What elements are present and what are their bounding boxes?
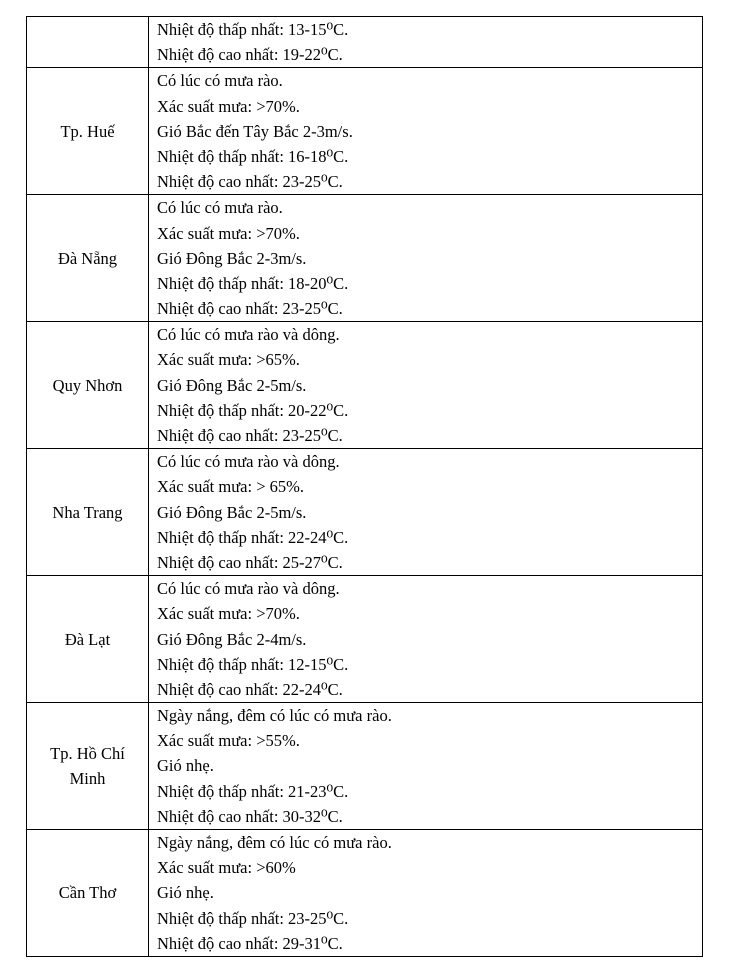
forecast-line: Có lúc có mưa rào và dông. <box>157 325 340 345</box>
forecast-line: Nhiệt độ cao nhất: 22-24⁰C. <box>157 679 343 699</box>
city-cell <box>27 830 149 957</box>
forecast-line: Gió Đông Bắc 2-3m/s. <box>157 248 307 268</box>
forecast-line: Xác suất mưa: >70%. <box>157 96 300 116</box>
forecast-cell <box>149 322 703 449</box>
forecast-line: Xác suất mưa: >70%. <box>157 604 300 624</box>
forecast-line: Nhiệt độ cao nhất: 23-25⁰C. <box>157 426 343 445</box>
table-row <box>27 449 703 576</box>
forecast-line: Nhiệt độ thấp nhất: 13-15⁰C. <box>157 20 349 39</box>
table-row <box>27 322 703 449</box>
forecast-line: Có lúc có mưa rào và dông. <box>157 452 340 472</box>
forecast-line: Xác suất mưa: >70%. <box>157 223 300 243</box>
forecast-cell <box>149 703 703 830</box>
forecast-line: Nhiệt độ cao nhất: 19-22⁰C. <box>157 45 343 65</box>
forecast-line: Nhiệt độ thấp nhất: 20-22⁰C. <box>157 400 349 420</box>
forecast-line: Gió Đông Bắc 2-4m/s. <box>157 629 307 649</box>
forecast-line: Nhiệt độ cao nhất: 29-31⁰C. <box>157 933 343 953</box>
city-name: Nha Trang <box>52 502 123 522</box>
table-row <box>27 576 703 703</box>
forecast-line: Có lúc có mưa rào và dông. <box>157 579 340 599</box>
forecast-line: Nhiệt độ thấp nhất: 21-23⁰C. <box>157 781 349 801</box>
forecast-cell <box>149 830 703 957</box>
forecast-line: Có lúc có mưa rào. <box>157 198 283 218</box>
forecast-line: Ngày nắng, đêm có lúc có mưa rào. <box>157 833 392 852</box>
forecast-cell <box>149 17 703 68</box>
forecast-cell <box>149 68 703 195</box>
city-name: Đà Lạt <box>64 629 111 649</box>
forecast-line: Xác suất mưa: >65%. <box>157 350 300 370</box>
forecast-line: Nhiệt độ thấp nhất: 12-15⁰C. <box>157 654 349 674</box>
forecast-cell <box>149 449 703 576</box>
table-row <box>27 17 703 68</box>
weather-forecast-table <box>26 16 703 957</box>
forecast-line: Nhiệt độ cao nhất: 30-32⁰C. <box>157 806 343 826</box>
table-row <box>27 703 703 830</box>
city-name: Đà Nẵng <box>57 248 118 268</box>
forecast-line: Gió Đông Bắc 2-5m/s. <box>157 375 307 395</box>
city-name: Tp. Huế <box>60 121 115 141</box>
city-cell <box>27 68 149 195</box>
table-row <box>27 195 703 322</box>
city-cell <box>27 449 149 576</box>
forecast-line: Nhiệt độ cao nhất: 25-27⁰C. <box>157 552 343 572</box>
forecast-line: Ngày nắng, đêm có lúc có mưa rào. <box>157 706 392 726</box>
table-row <box>27 68 703 195</box>
forecast-line: Xác suất mưa: > 65%. <box>157 477 305 497</box>
city-name: Quy Nhơn <box>52 375 123 395</box>
forecast-line: Nhiệt độ thấp nhất: 18-20⁰C. <box>157 273 349 293</box>
city-cell <box>27 195 149 322</box>
forecast-line: Xác suất mưa: >60% <box>157 858 296 878</box>
forecast-line: Nhiệt độ cao nhất: 23-25⁰C. <box>157 172 343 192</box>
forecast-line: Gió nhẹ. <box>157 756 214 776</box>
forecast-line: Nhiệt độ thấp nhất: 23-25⁰C. <box>157 908 349 928</box>
forecast-line: Nhiệt độ cao nhất: 23-25⁰C. <box>157 299 343 319</box>
forecast-cell <box>149 195 703 322</box>
forecast-line: Gió nhẹ. <box>157 883 214 903</box>
table-row <box>27 830 703 957</box>
forecast-line: Gió Bắc đến Tây Bắc 2-3m/s. <box>157 121 353 141</box>
forecast-line: Nhiệt độ thấp nhất: 16-18⁰C. <box>157 146 349 166</box>
city-cell <box>27 17 149 68</box>
city-name: Cần Thơ <box>58 883 117 903</box>
forecast-cell <box>149 576 703 703</box>
forecast-line: Có lúc có mưa rào. <box>157 71 283 91</box>
forecast-line: Xác suất mưa: >55%. <box>157 731 300 751</box>
city-cell <box>27 322 149 449</box>
city-cell <box>27 576 149 703</box>
city-name: Tp. Hồ Chí Minh <box>50 744 125 789</box>
forecast-line: Nhiệt độ thấp nhất: 22-24⁰C. <box>157 527 349 547</box>
forecast-line: Gió Đông Bắc 2-5m/s. <box>157 502 307 522</box>
city-cell <box>27 703 149 830</box>
